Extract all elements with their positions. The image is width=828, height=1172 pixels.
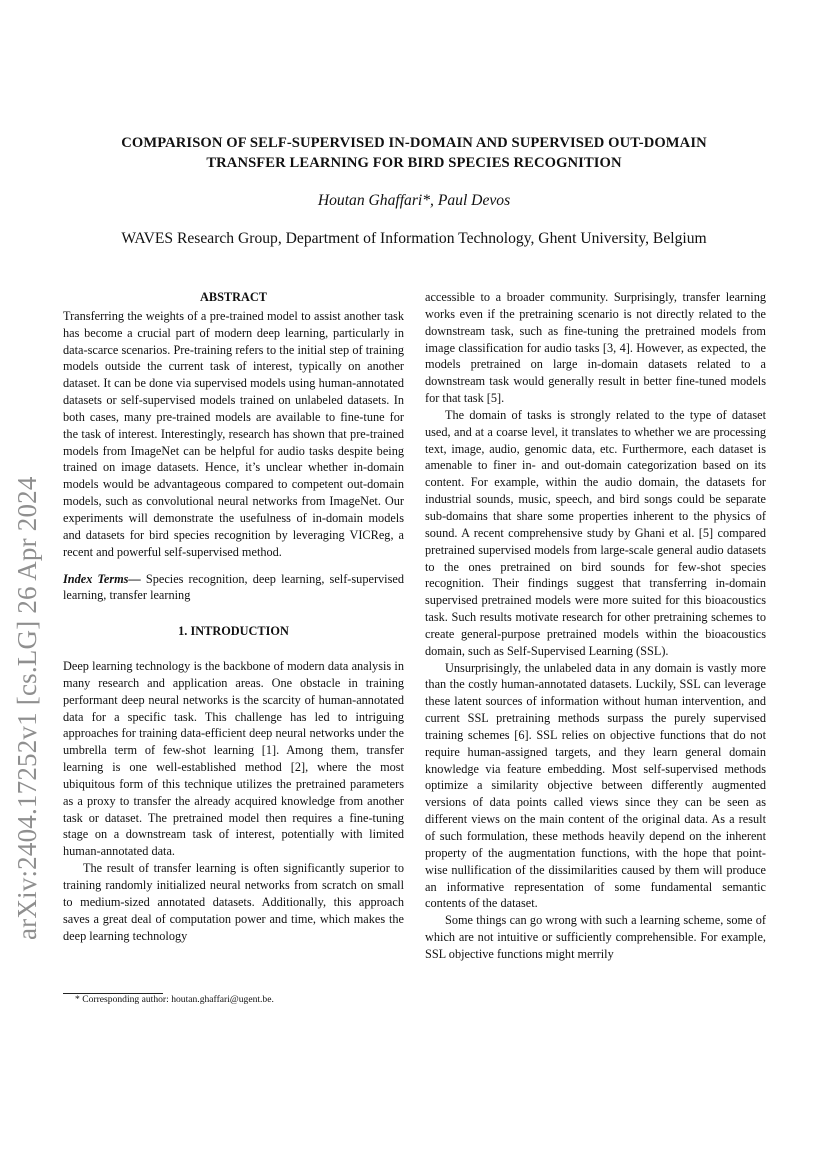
affiliation: WAVES Research Group, Department of Information Technology, Ghent University, Belgium [121,230,707,247]
authors: Houtan Ghaffari*, Paul Devos [317,192,511,209]
right-paragraph-2: The domain of tasks is strongly related to the type of dataset used, and at a coarse level, it translates to whether we are processing text, image, audio, genomic data, etc. Furthermore, each dataset is amenable to finer in- and out-domain categorization based on its content. For example, within the audio domain, the datasets for industrial sounds, music, speech, and bird songs could be separate sub-domains that share some properties inherent to the physics of sound. A recent comprehensive study by Ghani et al. [5] compared pretrained supervised models from large-scale general audio datasets to the ones pretrained on bird sounds for few-shot species recognition. Their findings suggest that transferring in-domain supervised pretrained models were more suited for this bioacoustics task. Such results motivate research for other pretraining schemes to create general-purpose pretrained models within the bioacoustics domain, such as Self-Supervised Learning (SSL). [425,407,766,658]
arxiv-identifier: arXiv:2404.17252v1 [cs.LG] 26 Apr 2024 [12,476,42,940]
index-terms-label: Index Terms— [63,571,141,586]
title-line-1: COMPARISON OF SELF-SUPERVISED IN-DOMAIN AND SUPERVISED OUT-DOMAIN [121,135,707,151]
index-terms-text: Species recognition, deep learning, self-supervised learning, transfer learning [63,571,404,603]
abstract-text: Transferring the weights of a pre-trained model to assist another task has become a crucial part of modern deep learning, particularly in data-scarce scenarios. Pre-training refers to the initial step of training models outside the current task of interest, typically on another dataset. It can be done via supervised models using human-annotated datasets or self-supervised models trained on unlabeled datasets. In both cases, many pre-trained models are available to fine-tune for the task of interest. Interestingly, research has shown that pre-trained models from ImageNet can be helpful for audio tasks despite being trained on image datasets. Hence, it’s unclear whether in-domain models would be advantageous compared to competent out-domain models, such as convolutional neural networks from ImageNet. Our experiments will demonstrate the usefulness of in-domain models and datasets for bird species recognition by leveraging VICReg, a recent and powerful self-supervised method. [63,308,404,559]
paper-title [70,133,758,173]
intro-heading: 1. INTRODUCTION [178,624,289,639]
right-column [425,289,766,963]
intro-paragraph-1: Deep learning technology is the backbone of modern data analysis in many research and application areas. One obstacle in training performant deep neural networks is the scarcity of human-annotated data for a specific task. This challenge has led to intriguing approaches for training data-efficient deep neural networks under the umbrella term of few-shot learning [1]. Among them, transfer learning is one well-established method [2], where the most ubiquitous form of this technique utilizes the pretrained parameters as a proxy to transfer the already acquired knowledge from another task or dataset. The pretrained model then requires a fine-tuning stage on a downstream task of interest, potentially with limited human-annotated data. [63,659,404,859]
footnote: * Corresponding author: houtan.ghaffari@ugent.be. [75,994,274,1005]
index-terms [63,571,404,605]
right-paragraph-4: Some things can go wrong with such a learning scheme, some of which are not intuitive or sufficiently comprehensible. For example, SSL objective functions might merrily [425,913,766,961]
left-column [63,289,404,944]
title-line-2: TRANSFER LEARNING FOR BIRD SPECIES RECOGNITION [206,155,622,171]
right-paragraph-3: Unsurprisingly, the unlabeled data in any domain is vastly more than the costly human-annotated datasets. Luckily, SSL can leverage these latent sources of information without human intervention, and current SSL pretraining methods surpass the purely supervised training schemes [6]. SSL relies on objective functions that do not require human-assigned targets, and they learn general domain knowledge via feature embedding. Most self-supervised methods optimize a similarity objective between differently augmented versions of data points called views since they can be seen as different views on the main content of the original data. As a result of such formulation, these methods heavily depend on the inherent property of the augmentation functions, with the hope that point-wise nullification of the dissimilarities caused by them will produce an informative representation of some fundamental semantic contents of the dataset. [425,660,766,911]
abstract-heading: ABSTRACT [200,290,267,304]
right-paragraph-1: accessible to a broader community. Surprisingly, transfer learning works even if the pretraining scenario is not directly related to the downstream task, such as fine-tuning the pretrained models from image classification for audio tasks [3, 4]. However, as expected, the models pretrained on large in-domain datasets related to a downstream task would generally result in better fine-tuned models for that task [5]. [425,290,766,406]
intro-paragraph-2: The result of transfer learning is often significantly superior to training randomly initialized neural networks from scratch on small to medium-sized annotated datasets. Additionally, this approach saves a great deal of computation power and time, which makes the deep learning technology [63,861,404,943]
